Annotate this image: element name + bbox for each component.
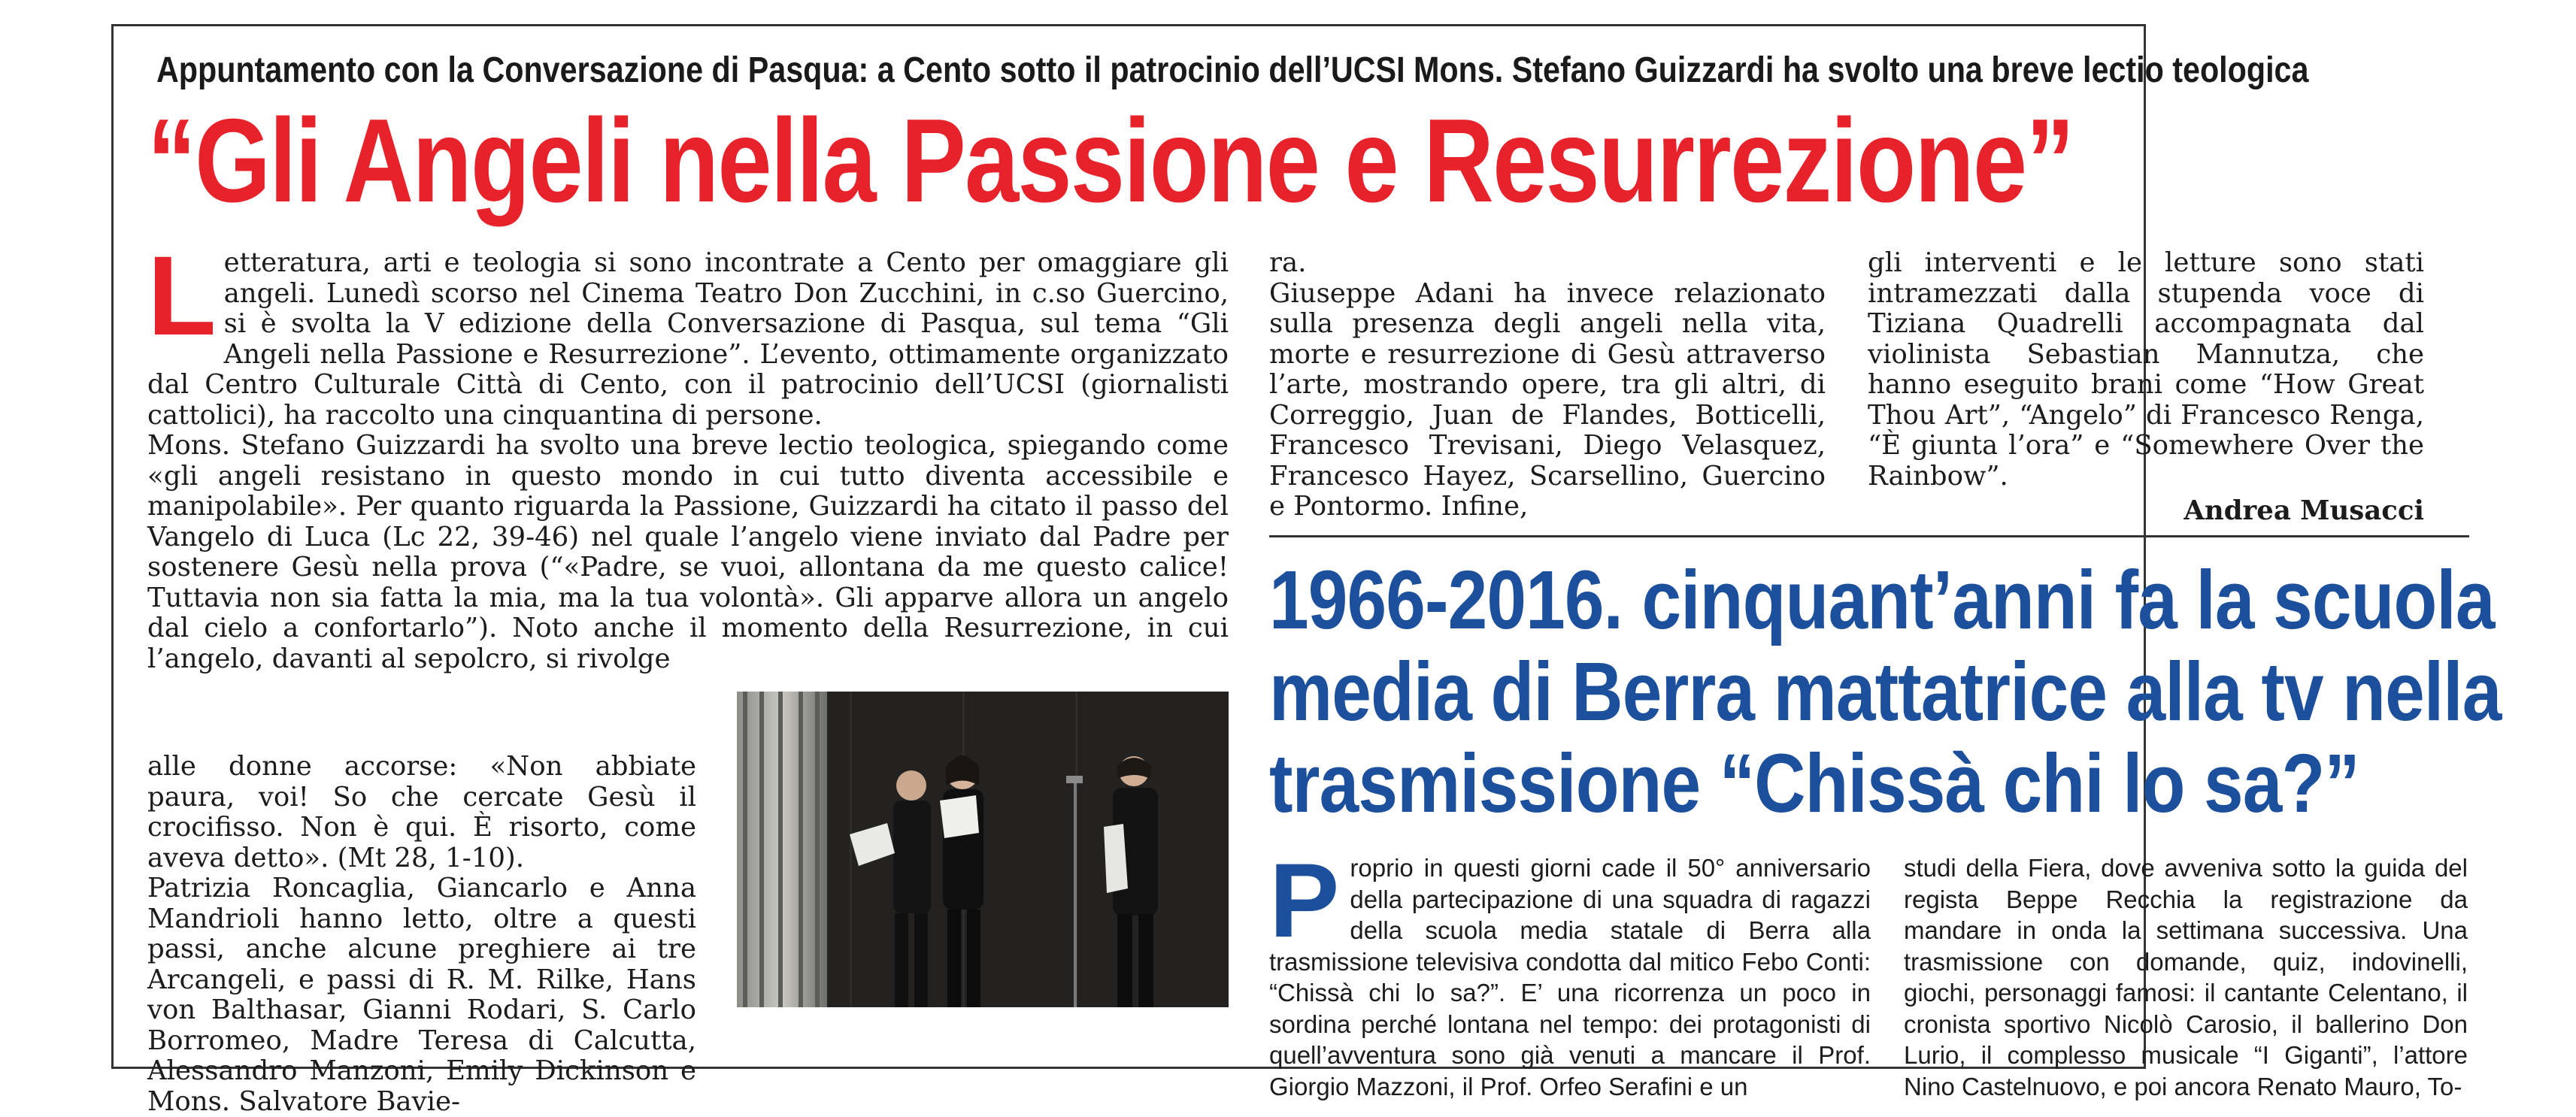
article1-paragraph: Giuseppe Adani ha invece relazionato sulla presenza degli angeli nella vita, morte e resurrezione di Gesù attraverso l’arte, mostrando opere, tra gli altri, di Correggio, Juan de Flandes, Botticelli, Francesco Trevisani, Diego Velasquez, Francesco Hayez, Scarsellino, Guercino e Pontormo. Infine,	[1269, 277, 1826, 522]
article-headline: “Gli Angeli nella Passione e Resurrezione”	[147, 95, 2074, 227]
article-kicker: Appuntamento con la Conversazione di Pasqua: a Cento sotto il patrocinio dell’UCSI Mons. Stefano Guizzardi ha svolto una breve lectio teologica	[156, 50, 2309, 90]
event-photo-image	[737, 692, 1229, 1007]
article2-headline-line: media di Berra mattatrice alla tv nella	[1269, 646, 2502, 738]
event-photo	[737, 692, 1229, 1007]
drop-cap-l: L	[147, 232, 217, 359]
article1-paragraph: Mons. Stefano Guizzardi ha svolto una breve lectio teologica, spiegando come «gli angeli resistano in questo mondo in cui tutto diventa accessibile e manipolabile». Per quanto riguarda la Passione, Guizzardi ha citato il passo del Vangelo di Luca (Lc 22, 39-46) nel quale l’angelo viene inviato dal Padre per sostenere Gesù nella prova (“«Padre, se vuoi, allontana da me questo calice! Tuttavia non sia fatta la mia, ma la tua volontà». Gli apparve allora un angelo dal cielo a confortarlo”). Noto anche il momento della Resurrezione, in cui l’angelo, davanti al sepolcro, si rivolge	[147, 430, 1229, 674]
article1-paragraph: ra.	[1269, 247, 1307, 278]
article2-headline-line: trasmissione “Chissà chi lo sa?”	[1269, 737, 2359, 830]
article2-column-1	[1269, 841, 1871, 1102]
article1-column-3	[1868, 248, 2424, 527]
article2-paragraph: studi della Fiera, dove avveniva sotto la guida del regista Beppe Recchia la registrazione da mandare in onda la settimana successiva. Una trasmissione con domande, quiz, indovinelli, giochi, personaggi famosi: il cantante Celentano, il cronista sportivo Nicolò Carosio, il ballerino Don Lurio, il complesso musicale “I Giganti”, l’attore Nino Castelnuovo, e poi ancora Renato Mauro, To-	[1904, 854, 2468, 1100]
article2-headline-line: 1966-2016. cinquant’anni fa la scuola	[1269, 554, 2495, 646]
article1-column-1	[147, 232, 1229, 674]
article1-paragraph: alle donne accorse: «Non abbiate paura, voi! So che cercate Gesù il crocifisso. Non è qui. È risorto, come aveva detto». (Mt 28, 1-10).	[147, 751, 696, 873]
article1-paragraph: etteratura, arti e teologia si sono incontrate a Cento per omaggiare gli angeli. Lunedì scorso nel Cinema Teatro Don Zucchini, in c.so Guercino, si è svolta la V edizione della Conversazione di Pasqua, sul tema “Gli Angeli nella Passione e Resurrezione”. L’evento, ottimamente organizzato dal Centro Culturale Città di Cento, con il patrocinio dell’UCSI (giornalisti cattolici), ha raccolto una cinquantina di persone.	[147, 247, 1229, 431]
article2-paragraph: roprio in questi giorni cade il 50° anniversario della partecipazione di una squadra di ragazzi della scuola media statale di Berra alla trasmissione televisiva condotta dal mitico Febo Conti: “Chissà chi lo sa?”. E’ una ricorrenza un poco in sordina perché lontana nel tempo: dei protagonisti di quell’avventura sono già venuti a mancare il Prof. Giorgio Mazzoni, il Prof. Orfeo Serafini e un	[1269, 854, 1871, 1100]
article2-column-2	[1904, 852, 2468, 1102]
article1-column-2	[1269, 248, 1826, 522]
article1-column-1-lower	[147, 752, 696, 1117]
article2-headline	[1269, 554, 2502, 830]
article1-paragraph: Patrizia Roncaglia, Giancarlo e Anna Mandrioli hanno letto, oltre a questi passi, anche alcune preghiere ai tre Arcangeli, e passi di R. M. Rilke, Hans von Balthasar, Gianni Rodari, S. Carlo Borromeo, Madre Teresa di Calcutta, Alessandro Manzoni, Emily Dickinson e Mons. Salvatore Bavie-	[147, 873, 696, 1117]
drop-cap-p: P	[1269, 841, 1340, 959]
article-divider	[1269, 535, 2469, 537]
article-byline: Andrea Musacci	[2184, 495, 2424, 526]
article1-paragraph: gli interventi e le letture sono stati intramezzati dalla stupenda voce di Tiziana Quadrelli accompagnata dal violinista Sebastian Mannutza, che hanno eseguito brani come “How Great Thou Art”, “Angelo” di Francesco Renga, “È giunta l’ora” e “Somewhere Over the Rainbow”.	[1868, 247, 2424, 492]
